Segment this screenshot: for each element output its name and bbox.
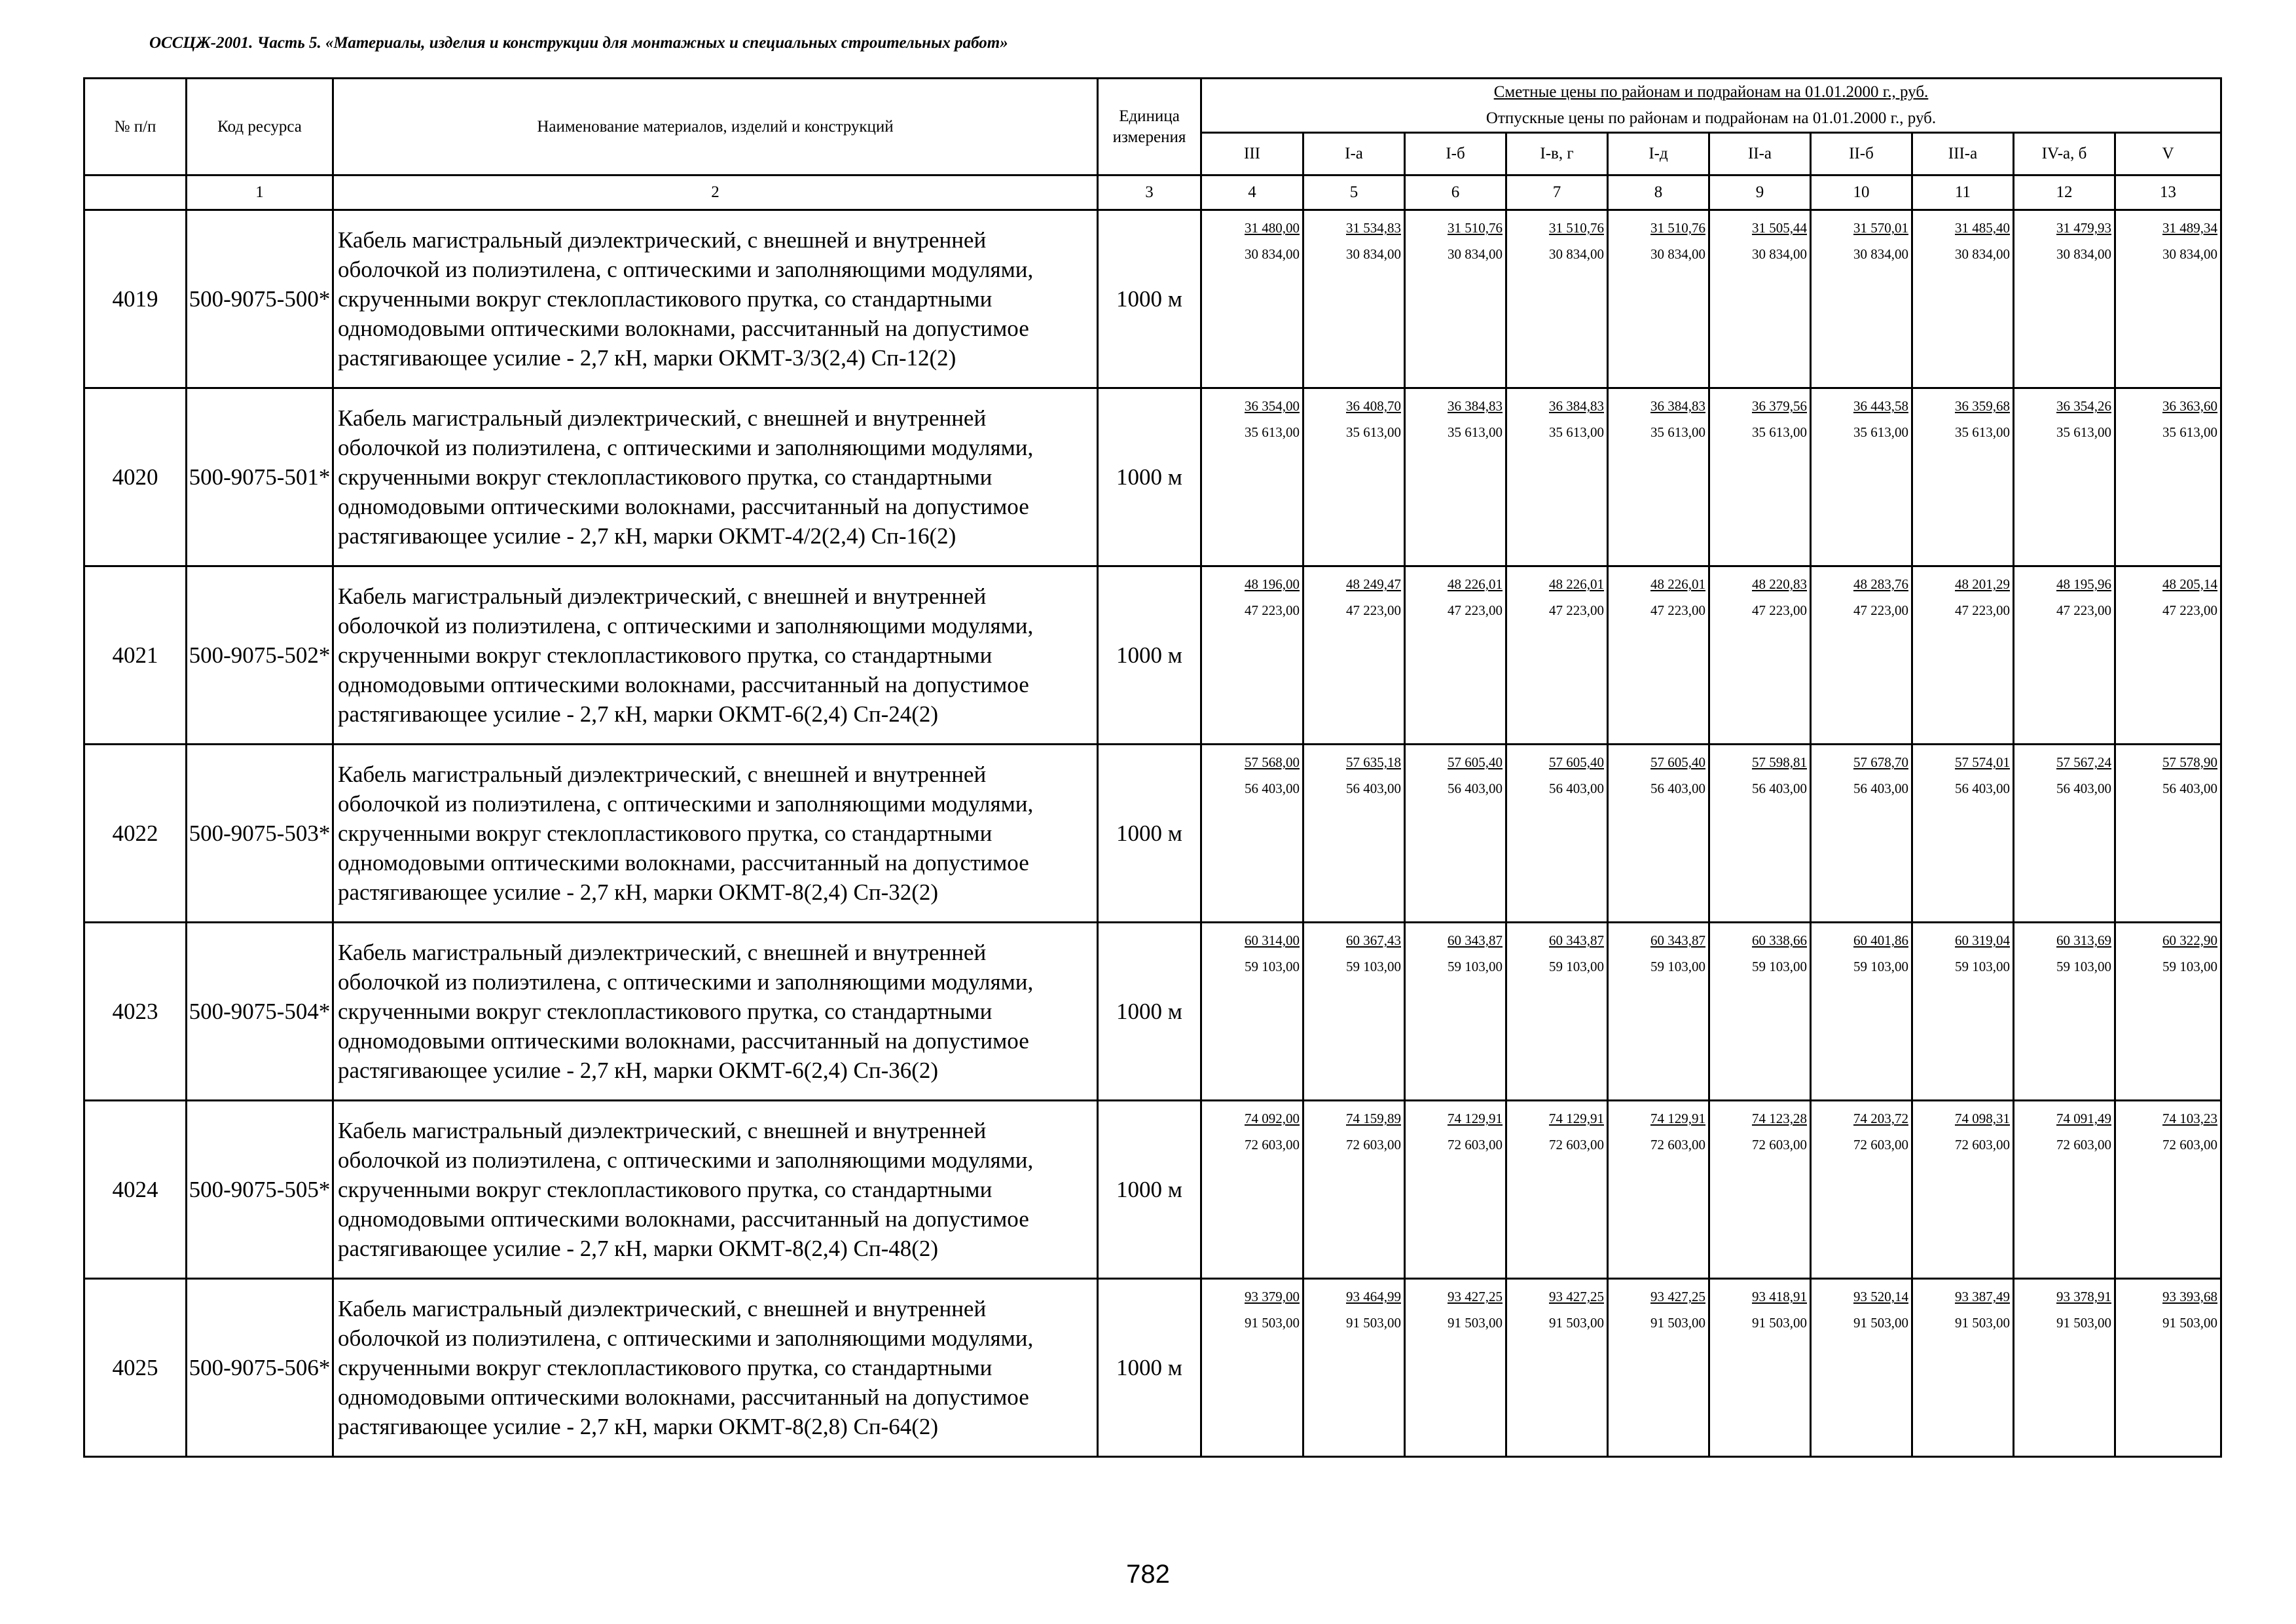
price-cell [1709,923,1811,1101]
estimated-price: 93 379,00 [1245,1289,1300,1304]
selling-price: 59 103,00 [1955,959,2010,974]
price-cell [1506,745,1608,923]
price-cell [1811,1101,1912,1279]
price-cell [2014,388,2115,566]
column-number-row [84,175,2221,210]
price-cell [1912,1279,2014,1457]
selling-price: 47 223,00 [1549,602,1604,618]
selling-price: 91 503,00 [1549,1315,1604,1331]
price-cell [1709,745,1811,923]
selling-price: 35 613,00 [1245,424,1300,440]
estimated-price: 93 393,68 [2162,1289,2218,1304]
price-cell [2115,923,2221,1101]
price-cell [1405,388,1506,566]
region-header: I-д [1608,133,1709,175]
column-number: 2 [333,175,1098,210]
price-cell [1811,923,1912,1101]
estimated-price: 74 129,91 [1650,1111,1705,1126]
estimated-price: 31 510,76 [1650,220,1705,236]
price-cell [1811,1279,1912,1457]
price-cell [1506,388,1608,566]
estimated-price: 48 205,14 [2162,576,2218,592]
region-header: IV-а, б [2014,133,2115,175]
estimated-price: 60 401,86 [1853,932,1908,948]
col-header-code: Код ресурса [187,79,333,175]
resource-code: 500-9075-502* [187,566,333,745]
column-number: 13 [2115,175,2221,210]
column-number-blank [84,175,187,210]
estimated-price: 60 338,66 [1752,932,1807,948]
material-name: Кабель магистральный диэлектрический, с внешней и внутренней оболочкой из полиэтилена, с оптическими и заполняющими модулями, скрученными вокруг стеклопластикового прутка, со стандартными одномодовыми оптическими волокнами, рассчитанный на допустимое растягивающее усилие - 2,7 кН, марки ОКМТ-6(2,4) Сп-36(2) [333,923,1098,1101]
selling-price: 72 603,00 [1955,1137,2010,1153]
column-number: 7 [1506,175,1608,210]
selling-price: 59 103,00 [1752,959,1807,974]
estimated-price: 36 384,83 [1549,398,1604,414]
estimated-price: 93 427,25 [1549,1289,1604,1304]
smeta-price-caption: Сметные цены по районам и подрайонам на 01.01.2000 г., руб. [1493,83,1929,101]
selling-price: 47 223,00 [1650,602,1705,618]
resource-code: 500-9075-500* [187,210,333,388]
selling-price: 91 503,00 [1650,1315,1705,1331]
selling-price: 56 403,00 [1448,781,1503,796]
row-number: 4024 [84,1101,187,1279]
selling-price: 47 223,00 [1245,602,1300,618]
table-row [84,566,2221,745]
estimated-price: 36 354,26 [2056,398,2111,414]
selling-price: 47 223,00 [1346,602,1401,618]
estimated-price: 31 510,76 [1549,220,1604,236]
price-cell [1506,1279,1608,1457]
estimated-price: 60 314,00 [1245,932,1300,948]
column-number: 4 [1201,175,1303,210]
estimated-price: 74 123,28 [1752,1111,1807,1126]
selling-price: 35 613,00 [1448,424,1503,440]
col-header-prices [1201,79,2221,133]
price-cell [1201,1279,1303,1457]
estimated-price: 74 091,49 [2056,1111,2111,1126]
col-header-unit: Единица измерения [1098,79,1201,175]
selling-price: 91 503,00 [2056,1315,2111,1331]
selling-price: 59 103,00 [1346,959,1401,974]
price-cell [1405,210,1506,388]
selling-price: 91 503,00 [1346,1315,1401,1331]
price-cell [1912,1101,2014,1279]
estimated-price: 60 343,87 [1549,932,1604,948]
estimated-price: 48 196,00 [1245,576,1300,592]
price-cell [2115,745,2221,923]
estimated-price: 48 283,76 [1853,576,1908,592]
price-cell [1709,210,1811,388]
selling-price: 35 613,00 [1752,424,1807,440]
estimated-price: 93 387,49 [1955,1289,2010,1304]
unit-of-measure: 1000 м [1098,210,1201,388]
resource-code: 500-9075-505* [187,1101,333,1279]
price-cell [1201,388,1303,566]
estimated-price: 60 322,90 [2162,932,2218,948]
estimated-price: 57 635,18 [1346,754,1401,770]
table-row [84,1101,2221,1279]
row-number: 4022 [84,745,187,923]
estimated-price: 60 313,69 [2056,932,2111,948]
price-cell [1303,1101,1405,1279]
material-name: Кабель магистральный диэлектрический, с внешней и внутренней оболочкой из полиэтилена, с оптическими и заполняющими модулями, скрученными вокруг стеклопластикового прутка, со стандартными одномодовыми оптическими волокнами, рассчитанный на допустимое растягивающее усилие - 2,7 кН, марки ОКМТ-4/2(2,4) Сп-16(2) [333,388,1098,566]
estimated-price: 31 534,83 [1346,220,1401,236]
estimated-price: 74 129,91 [1448,1111,1503,1126]
estimated-price: 74 092,00 [1245,1111,1300,1126]
row-number: 4025 [84,1279,187,1457]
price-cell [1303,388,1405,566]
selling-price: 56 403,00 [2056,781,2111,796]
estimated-price: 48 226,01 [1549,576,1604,592]
region-header: III [1201,133,1303,175]
material-name: Кабель магистральный диэлектрический, с внешней и внутренней оболочкой из полиэтилена, с оптическими и заполняющими модулями, скрученными вокруг стеклопластикового прутка, со стандартными одномодовыми оптическими волокнами, рассчитанный на допустимое растягивающее усилие - 2,7 кН, марки ОКМТ-8(2,4) Сп-32(2) [333,745,1098,923]
estimated-price: 36 359,68 [1955,398,2010,414]
estimated-price: 48 226,01 [1448,576,1503,592]
unit-of-measure: 1000 м [1098,745,1201,923]
estimated-price: 36 443,58 [1853,398,1908,414]
estimated-price: 48 201,29 [1955,576,2010,592]
price-cell [1608,210,1709,388]
unit-of-measure: 1000 м [1098,1279,1201,1457]
estimated-price: 48 226,01 [1650,576,1705,592]
price-table [83,77,2222,1458]
price-cell [1608,923,1709,1101]
selling-price: 56 403,00 [1650,781,1705,796]
estimated-price: 60 319,04 [1955,932,2010,948]
selling-price: 59 103,00 [2162,959,2218,974]
price-cell [2115,210,2221,388]
price-cell [1303,923,1405,1101]
estimated-price: 36 384,83 [1650,398,1705,414]
selling-price: 35 613,00 [2056,424,2111,440]
selling-price: 35 613,00 [1650,424,1705,440]
header-row [84,79,2221,133]
row-number: 4021 [84,566,187,745]
estimated-price: 57 678,70 [1853,754,1908,770]
selling-price: 56 403,00 [1549,781,1604,796]
estimated-price: 57 605,40 [1549,754,1604,770]
price-cell [1303,566,1405,745]
region-header: II-а [1709,133,1811,175]
price-cell [1303,745,1405,923]
price-cell [2014,745,2115,923]
selling-price: 47 223,00 [1853,602,1908,618]
price-cell [1608,1279,1709,1457]
price-cell [2115,388,2221,566]
row-number: 4023 [84,923,187,1101]
estimated-price: 48 220,83 [1752,576,1807,592]
material-name: Кабель магистральный диэлектрический, с внешней и внутренней оболочкой из полиэтилена, с оптическими и заполняющими модулями, скрученными вокруг стеклопластикового прутка, со стандартными одномодовыми оптическими волокнами, рассчитанный на допустимое растягивающее усилие - 2,7 кН, марки ОКМТ-8(2,8) Сп-64(2) [333,1279,1098,1457]
price-cell [1709,1101,1811,1279]
price-cell [1912,388,2014,566]
estimated-price: 57 598,81 [1752,754,1807,770]
table-row [84,1279,2221,1457]
column-number: 1 [187,175,333,210]
selling-price: 47 223,00 [2056,602,2111,618]
estimated-price: 48 249,47 [1346,576,1401,592]
table-row [84,388,2221,566]
price-cell [1912,210,2014,388]
selling-price: 59 103,00 [1245,959,1300,974]
estimated-price: 60 343,87 [1650,932,1705,948]
price-cell [1709,566,1811,745]
selling-price: 91 503,00 [1448,1315,1503,1331]
selling-price: 35 613,00 [1346,424,1401,440]
selling-price: 56 403,00 [1853,781,1908,796]
selling-price: 56 403,00 [1346,781,1401,796]
price-cell [1405,1279,1506,1457]
estimated-price: 36 379,56 [1752,398,1807,414]
price-cell [2014,566,2115,745]
selling-price: 72 603,00 [1346,1137,1401,1153]
estimated-price: 31 489,34 [2162,220,2218,236]
price-cell [1912,923,2014,1101]
estimated-price: 74 103,23 [2162,1111,2218,1126]
selling-price: 30 834,00 [1853,246,1908,262]
estimated-price: 57 574,01 [1955,754,2010,770]
selling-price: 91 503,00 [1955,1315,2010,1331]
selling-price: 72 603,00 [1549,1137,1604,1153]
estimated-price: 36 384,83 [1448,398,1503,414]
estimated-price: 31 485,40 [1955,220,2010,236]
selling-price: 72 603,00 [1752,1137,1807,1153]
unit-of-measure: 1000 м [1098,1101,1201,1279]
selling-price: 30 834,00 [1346,246,1401,262]
price-cell [1201,566,1303,745]
estimated-price: 48 195,96 [2056,576,2111,592]
selling-price: 30 834,00 [2162,246,2218,262]
selling-price: 30 834,00 [1955,246,2010,262]
selling-price: 47 223,00 [2162,602,2218,618]
material-name: Кабель магистральный диэлектрический, с внешней и внутренней оболочкой из полиэтилена, с оптическими и заполняющими модулями, скрученными вокруг стеклопластикового прутка, со стандартными одномодовыми оптическими волокнами, рассчитанный на допустимое растягивающее усилие - 2,7 кН, марки ОКМТ-6(2,4) Сп-24(2) [333,566,1098,745]
estimated-price: 57 578,90 [2162,754,2218,770]
price-cell [2014,210,2115,388]
estimated-price: 31 505,44 [1752,220,1807,236]
selling-price: 30 834,00 [1752,246,1807,262]
resource-code: 500-9075-506* [187,1279,333,1457]
selling-price: 72 603,00 [1448,1137,1503,1153]
column-number: 11 [1912,175,2014,210]
selling-price: 35 613,00 [2162,424,2218,440]
selling-price: 47 223,00 [1752,602,1807,618]
price-cell [1506,210,1608,388]
price-cell [2014,1279,2115,1457]
otpusk-price-caption: Отпускные цены по районам и подрайонам на 01.01.2000 г., руб. [1485,109,1937,127]
selling-price: 91 503,00 [2162,1315,2218,1331]
unit-of-measure: 1000 м [1098,566,1201,745]
price-cell [1303,210,1405,388]
selling-price: 56 403,00 [1955,781,2010,796]
price-cell [1709,388,1811,566]
column-number: 8 [1608,175,1709,210]
row-number: 4020 [84,388,187,566]
estimated-price: 31 510,76 [1448,220,1503,236]
estimated-price: 74 203,72 [1853,1111,1908,1126]
column-number: 5 [1303,175,1405,210]
document-header: ОССЦЖ-2001. Часть 5. «Материалы, изделия и конструкции для монтажных и специальных строительных работ» [149,34,1008,52]
selling-price: 30 834,00 [1549,246,1604,262]
region-header: V [2115,133,2221,175]
price-cell [1405,923,1506,1101]
price-cell [1405,566,1506,745]
price-cell [1506,1101,1608,1279]
estimated-price: 93 464,99 [1346,1289,1401,1304]
price-cell [2115,566,2221,745]
estimated-price: 57 605,40 [1448,754,1503,770]
selling-price: 59 103,00 [1448,959,1503,974]
selling-price: 72 603,00 [2056,1137,2111,1153]
region-header: I-б [1405,133,1506,175]
selling-price: 56 403,00 [2162,781,2218,796]
column-number: 9 [1709,175,1811,210]
selling-price: 30 834,00 [1245,246,1300,262]
price-cell [1303,1279,1405,1457]
price-cell [1506,923,1608,1101]
price-cell [1709,1279,1811,1457]
row-number: 4019 [84,210,187,388]
selling-price: 35 613,00 [1853,424,1908,440]
price-cell [1405,1101,1506,1279]
price-cell [1608,745,1709,923]
estimated-price: 93 520,14 [1853,1289,1908,1304]
price-cell [1201,1101,1303,1279]
estimated-price: 93 378,91 [2056,1289,2111,1304]
estimated-price: 31 479,93 [2056,220,2111,236]
estimated-price: 31 570,01 [1853,220,1908,236]
estimated-price: 57 605,40 [1650,754,1705,770]
price-cell [2014,923,2115,1101]
price-cell [2115,1279,2221,1457]
estimated-price: 74 159,89 [1346,1111,1401,1126]
material-name: Кабель магистральный диэлектрический, с внешней и внутренней оболочкой из полиэтилена, с оптическими и заполняющими модулями, скрученными вокруг стеклопластикового прутка, со стандартными одномодовыми оптическими волокнами, рассчитанный на допустимое растягивающее усилие - 2,7 кН, марки ОКМТ-3/3(2,4) Сп-12(2) [333,210,1098,388]
table-row [84,745,2221,923]
price-cell [1506,566,1608,745]
estimated-price: 36 363,60 [2162,398,2218,414]
resource-code: 500-9075-503* [187,745,333,923]
selling-price: 91 503,00 [1752,1315,1807,1331]
material-name: Кабель магистральный диэлектрический, с внешней и внутренней оболочкой из полиэтилена, с оптическими и заполняющими модулями, скрученными вокруг стеклопластикового прутка, со стандартными одномодовыми оптическими волокнами, рассчитанный на допустимое растягивающее усилие - 2,7 кН, марки ОКМТ-8(2,4) Сп-48(2) [333,1101,1098,1279]
selling-price: 47 223,00 [1448,602,1503,618]
estimated-price: 36 408,70 [1346,398,1401,414]
estimated-price: 74 098,31 [1955,1111,2010,1126]
region-header: I-в, г [1506,133,1608,175]
selling-price: 56 403,00 [1752,781,1807,796]
estimated-price: 60 343,87 [1448,932,1503,948]
price-cell [1912,745,2014,923]
price-cell [2115,1101,2221,1279]
price-cell [1811,745,1912,923]
selling-price: 30 834,00 [2056,246,2111,262]
selling-price: 72 603,00 [1245,1137,1300,1153]
selling-price: 59 103,00 [1853,959,1908,974]
price-cell [1201,923,1303,1101]
price-cell [1912,566,2014,745]
column-number: 10 [1811,175,1912,210]
table-row [84,210,2221,388]
resource-code: 500-9075-501* [187,388,333,566]
table-row [84,923,2221,1101]
column-number: 12 [2014,175,2115,210]
estimated-price: 60 367,43 [1346,932,1401,948]
selling-price: 59 103,00 [2056,959,2111,974]
resource-code: 500-9075-504* [187,923,333,1101]
estimated-price: 57 568,00 [1245,754,1300,770]
price-cell [2014,1101,2115,1279]
price-cell [1608,566,1709,745]
region-header: I-а [1303,133,1405,175]
price-cell [1811,566,1912,745]
price-cell [1201,210,1303,388]
price-cell [1405,745,1506,923]
region-header: II-б [1811,133,1912,175]
selling-price: 72 603,00 [1853,1137,1908,1153]
estimated-price: 36 354,00 [1245,398,1300,414]
selling-price: 59 103,00 [1549,959,1604,974]
estimated-price: 93 427,25 [1650,1289,1705,1304]
estimated-price: 31 480,00 [1245,220,1300,236]
selling-price: 30 834,00 [1448,246,1503,262]
selling-price: 72 603,00 [2162,1137,2218,1153]
selling-price: 56 403,00 [1245,781,1300,796]
price-cell [1811,388,1912,566]
column-number: 3 [1098,175,1201,210]
price-cell [1201,745,1303,923]
selling-price: 47 223,00 [1955,602,2010,618]
selling-price: 35 613,00 [1955,424,2010,440]
estimated-price: 93 418,91 [1752,1289,1807,1304]
price-cell [1811,210,1912,388]
price-cell [1608,388,1709,566]
column-number: 6 [1405,175,1506,210]
estimated-price: 57 567,24 [2056,754,2111,770]
selling-price: 59 103,00 [1650,959,1705,974]
selling-price: 91 503,00 [1245,1315,1300,1331]
unit-of-measure: 1000 м [1098,923,1201,1101]
estimated-price: 93 427,25 [1448,1289,1503,1304]
estimated-price: 74 129,91 [1549,1111,1604,1126]
col-header-no: № п/п [84,79,187,175]
col-header-name: Наименование материалов, изделий и конструкций [333,79,1098,175]
selling-price: 72 603,00 [1650,1137,1705,1153]
price-cell [1608,1101,1709,1279]
page-number: 782 [1126,1560,1170,1589]
selling-price: 30 834,00 [1650,246,1705,262]
selling-price: 91 503,00 [1853,1315,1908,1331]
unit-of-measure: 1000 м [1098,388,1201,566]
region-header: III-а [1912,133,2014,175]
selling-price: 35 613,00 [1549,424,1604,440]
